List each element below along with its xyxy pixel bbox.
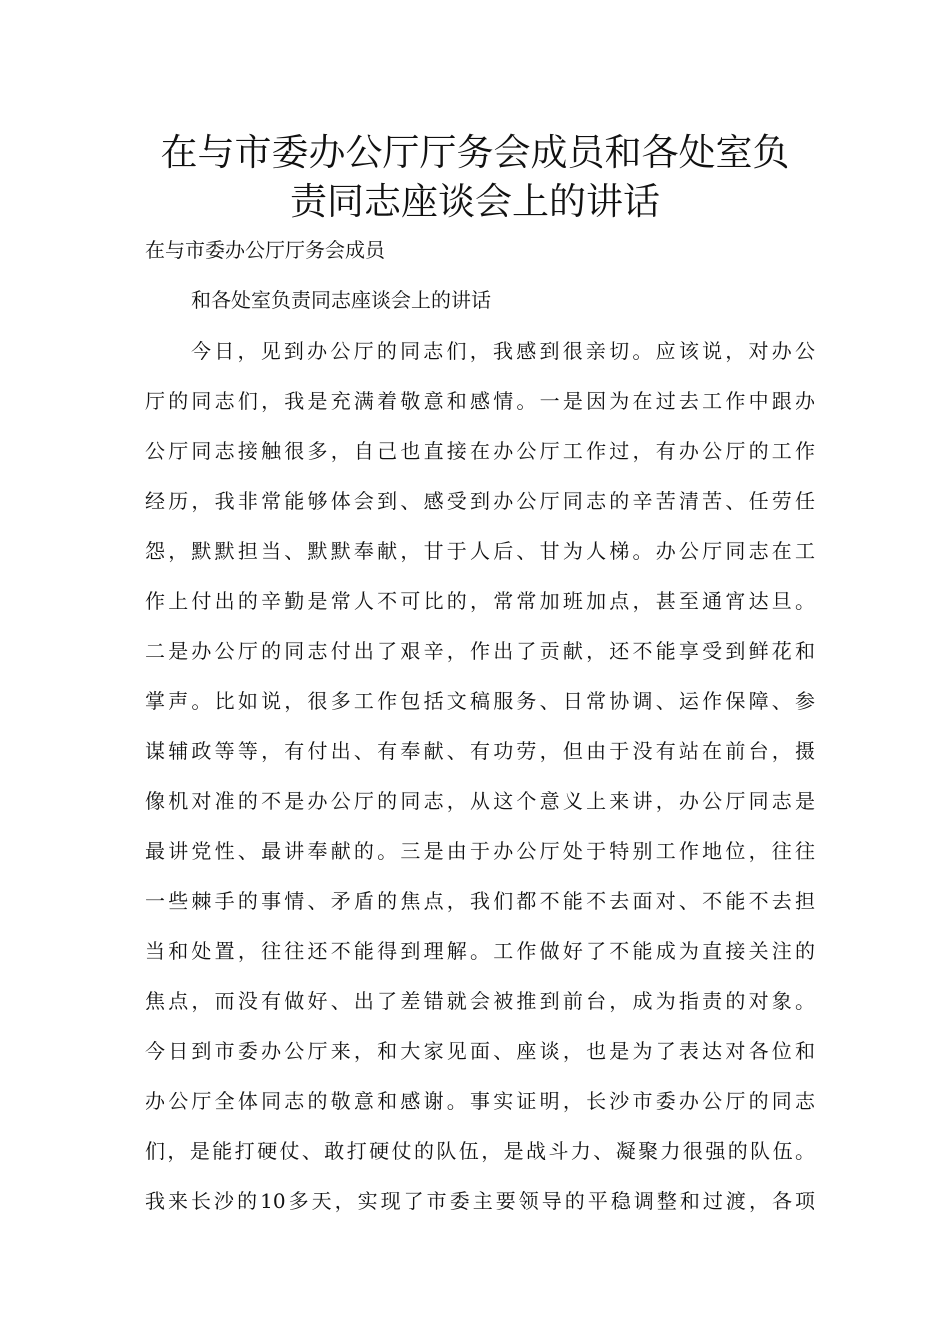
subtitle-line-1: 在与市委办公厅厅务会成员 — [145, 238, 385, 262]
body-line: 今日到市委办公厅来，和大家见面、座谈，也是为了表达对各位和 — [145, 1039, 815, 1063]
body-line: 二是办公厅的同志付出了艰辛，作出了贡献，还不能享受到鲜花和 — [145, 639, 815, 663]
body-line: 焦点，而没有做好、出了差错就会被推到前台，成为指责的对象。 — [145, 989, 815, 1013]
body-line: 我来长沙的10多天，实现了市委主要领导的平稳调整和过渡，各项 — [145, 1189, 815, 1213]
body-line: 一些棘手的事情、矛盾的焦点，我们都不能不去面对、不能不去担 — [145, 889, 815, 913]
body-line: 掌声。比如说，很多工作包括文稿服务、日常协调、运作保障、参 — [145, 689, 815, 713]
body-line: 作上付出的辛勤是常人不可比的，常常加班加点，甚至通宵达旦。 — [145, 589, 815, 613]
body-line: 经历，我非常能够体会到、感受到办公厅同志的辛苦清苦、任劳任 — [145, 489, 815, 513]
body-line: 办公厅全体同志的敬意和感谢。事实证明，长沙市委办公厅的同志 — [145, 1089, 815, 1113]
body-line: 公厅同志接触很多，自己也直接在办公厅工作过，有办公厅的工作 — [145, 439, 815, 463]
body-line: 厅的同志们，我是充满着敬意和感情。一是因为在过去工作中跟办 — [145, 389, 815, 413]
subtitle-line-2: 和各处室负责同志座谈会上的讲话 — [191, 288, 491, 312]
body-line: 谋辅政等等，有付出、有奉献、有功劳，但由于没有站在前台，摄 — [145, 739, 815, 763]
body-line: 当和处置，往往还不能得到理解。工作做好了不能成为直接关注的 — [145, 939, 815, 963]
document-title — [100, 128, 850, 226]
body-line: 像机对准的不是办公厅的同志，从这个意义上来讲，办公厅同志是 — [145, 789, 815, 813]
title-line-1: 在与市委办公厅厅务会成员和各处室负 — [160, 131, 790, 174]
body-line: 怨，默默担当、默默奉献，甘于人后、甘为人梯。办公厅同志在工 — [145, 539, 815, 563]
body-line: 今日，见到办公厅的同志们，我感到很亲切。应该说，对办公 — [191, 339, 815, 363]
body-paragraph — [145, 334, 815, 1234]
body-line: 最讲党性、最讲奉献的。三是由于办公厅处于特别工作地位，往往 — [145, 839, 815, 863]
body-line: 们，是能打硬仗、敢打硬仗的队伍，是战斗力、凝聚力很强的队伍。 — [145, 1139, 815, 1163]
title-line-2: 责同志座谈会上的讲话 — [290, 180, 660, 223]
